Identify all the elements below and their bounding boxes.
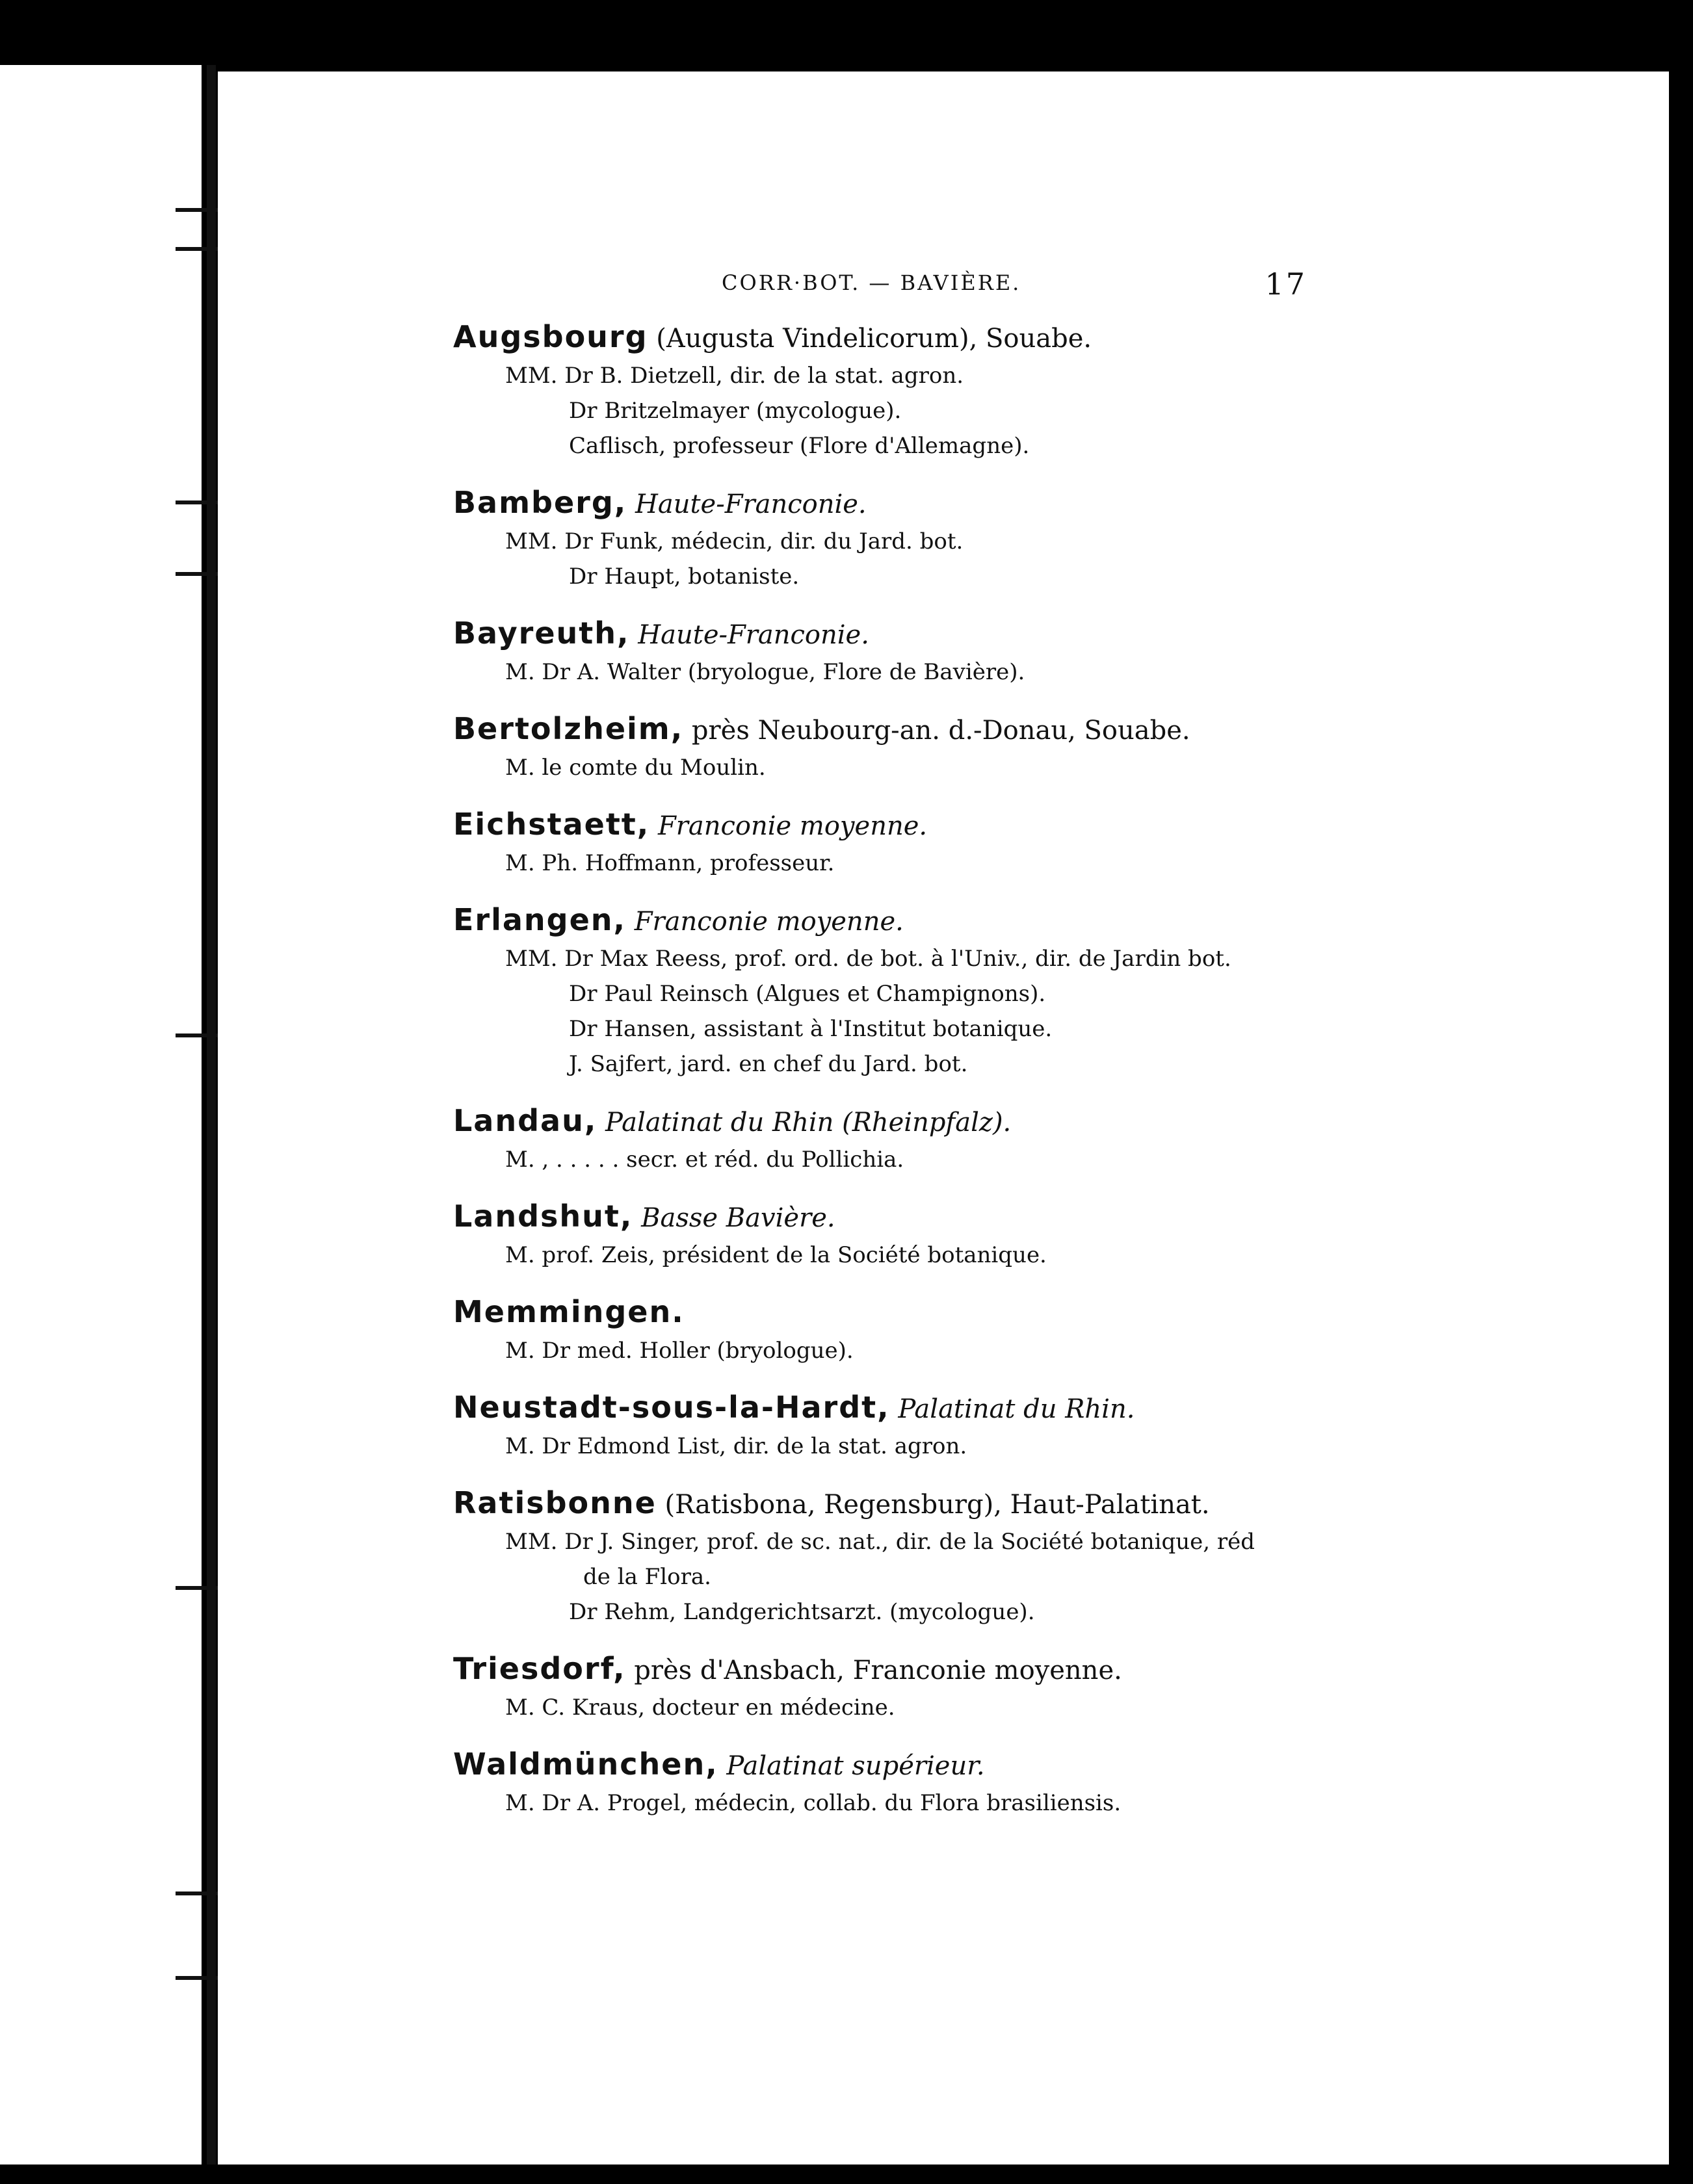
- entry-heading: [453, 1197, 1636, 1238]
- entry-bamberg: [453, 483, 1636, 594]
- running-header: [722, 266, 1307, 306]
- person-line: MM. Dr J. Singer, prof. de sc. nat., dir. de la Société botanique, réd: [505, 1529, 1255, 1555]
- place-region: Palatinat supérieur.: [726, 1751, 985, 1781]
- place-region: Basse Bavière.: [641, 1203, 835, 1233]
- directory-entries: [453, 317, 1636, 1840]
- place-name: Ratisbonne: [453, 1485, 657, 1520]
- person-line: MM. Dr Max Reess, prof. ord. de bot. à l'Univ., dir. de Jardin bot.: [505, 946, 1231, 972]
- place-region: Franconie moyenne.: [634, 907, 904, 937]
- person-line: J. Sajfert, jard. en chef du Jard. bot.: [569, 1051, 968, 1077]
- person-line: M. Dr A. Progel, médecin, collab. du Flora brasiliensis.: [505, 1790, 1122, 1816]
- person-line: Dr Haupt, botaniste.: [569, 564, 800, 590]
- entry-landau: [453, 1101, 1636, 1177]
- place-name: Bertolzheim,: [453, 711, 684, 746]
- person-line: Dr Rehm, Landgerichtsarzt. (mycologue).: [569, 1599, 1035, 1625]
- place-region: (Ratisbona, Regensburg), Haut-Palatinat.: [664, 1490, 1210, 1520]
- entry-memmingen: [453, 1292, 1636, 1368]
- entry-bayreuth: [453, 614, 1636, 690]
- place-name: Memmingen.: [453, 1294, 685, 1329]
- place-region: près d'Ansbach, Franconie moyenne.: [634, 1656, 1122, 1685]
- entry-heading: [453, 900, 1636, 941]
- place-region: Haute-Franconie.: [638, 620, 869, 650]
- entry-waldmunchen: [453, 1745, 1636, 1821]
- book-binding: [207, 65, 216, 2164]
- place-name: Erlangen,: [453, 902, 627, 937]
- entry-heading: [453, 1292, 1636, 1333]
- place-name: Augsbourg: [453, 319, 648, 354]
- entry-heading: [453, 317, 1636, 358]
- entry-heading: [453, 1101, 1636, 1142]
- person-line: Dr Hansen, assistant à l'Institut botanique.: [569, 1016, 1053, 1042]
- place-name: Bayreuth,: [453, 616, 630, 651]
- running-title: CORR·BOT. — BAVIÈRE.: [722, 270, 1021, 295]
- entry-neustadt: [453, 1388, 1636, 1464]
- entry-ratisbonne: [453, 1483, 1636, 1630]
- entry-eichstaett: [453, 805, 1636, 881]
- person-line: M. Ph. Hoffmann, professeur.: [505, 850, 835, 876]
- entry-erlangen: [453, 900, 1636, 1082]
- person-line: MM. Dr Funk, médecin, dir. du Jard. bot.: [505, 528, 964, 554]
- place-name: Bamberg,: [453, 485, 627, 520]
- person-line: M. Dr Edmond List, dir. de la stat. agron.: [505, 1433, 967, 1459]
- entry-bertolzheim: [453, 709, 1636, 785]
- entry-landshut: [453, 1197, 1636, 1273]
- person-line: de la Flora.: [583, 1564, 711, 1590]
- place-region: (Augusta Vindelicorum), Souabe.: [656, 324, 1092, 354]
- person-line: Dr Paul Reinsch (Algues et Champignons).: [569, 981, 1046, 1007]
- entry-heading: [453, 1483, 1636, 1524]
- person-line: M. , . . . . . secr. et réd. du Pollichia.: [505, 1147, 904, 1173]
- place-name: Landshut,: [453, 1199, 633, 1234]
- place-region: Palatinat du Rhin (Rheinpfalz).: [605, 1108, 1012, 1138]
- person-line: M. le comte du Moulin.: [505, 755, 766, 781]
- entry-heading: [453, 805, 1636, 846]
- person-line: MM. Dr B. Dietzell, dir. de la stat. agron.: [505, 363, 964, 389]
- person-line: M. Dr med. Holler (bryologue).: [505, 1338, 854, 1364]
- place-region: Haute-Franconie.: [635, 489, 867, 519]
- person-line: Dr Britzelmayer (mycologue).: [569, 398, 902, 424]
- place-name: Landau,: [453, 1103, 597, 1138]
- entry-heading: [453, 1649, 1636, 1690]
- place-name: Waldmünchen,: [453, 1747, 718, 1782]
- entry-heading: [453, 483, 1636, 524]
- place-name: Eichstaett,: [453, 807, 650, 842]
- entry-heading: [453, 709, 1636, 750]
- adjacent-page-edge: [0, 65, 202, 2164]
- page-number: 17: [1265, 266, 1307, 302]
- place-name: Triesdorf,: [453, 1651, 626, 1686]
- place-name: Neustadt-sous-la-Hardt,: [453, 1390, 890, 1425]
- entry-heading: [453, 614, 1636, 655]
- person-line: M. Dr A. Walter (bryologue, Flore de Bavière).: [505, 659, 1025, 685]
- place-region: Franconie moyenne.: [658, 811, 928, 841]
- place-region: Palatinat du Rhin.: [898, 1394, 1135, 1424]
- place-region: près Neubourg-an. d.-Donau, Souabe.: [691, 716, 1190, 746]
- person-line: M. prof. Zeis, président de la Société botanique.: [505, 1242, 1047, 1268]
- person-line: Caflisch, professeur (Flore d'Allemagne).: [569, 433, 1030, 459]
- person-line: M. C. Kraus, docteur en médecine.: [505, 1695, 895, 1721]
- entry-heading: [453, 1745, 1636, 1786]
- entry-triesdorf: [453, 1649, 1636, 1725]
- entry-augsbourg: [453, 317, 1636, 463]
- entry-heading: [453, 1388, 1636, 1429]
